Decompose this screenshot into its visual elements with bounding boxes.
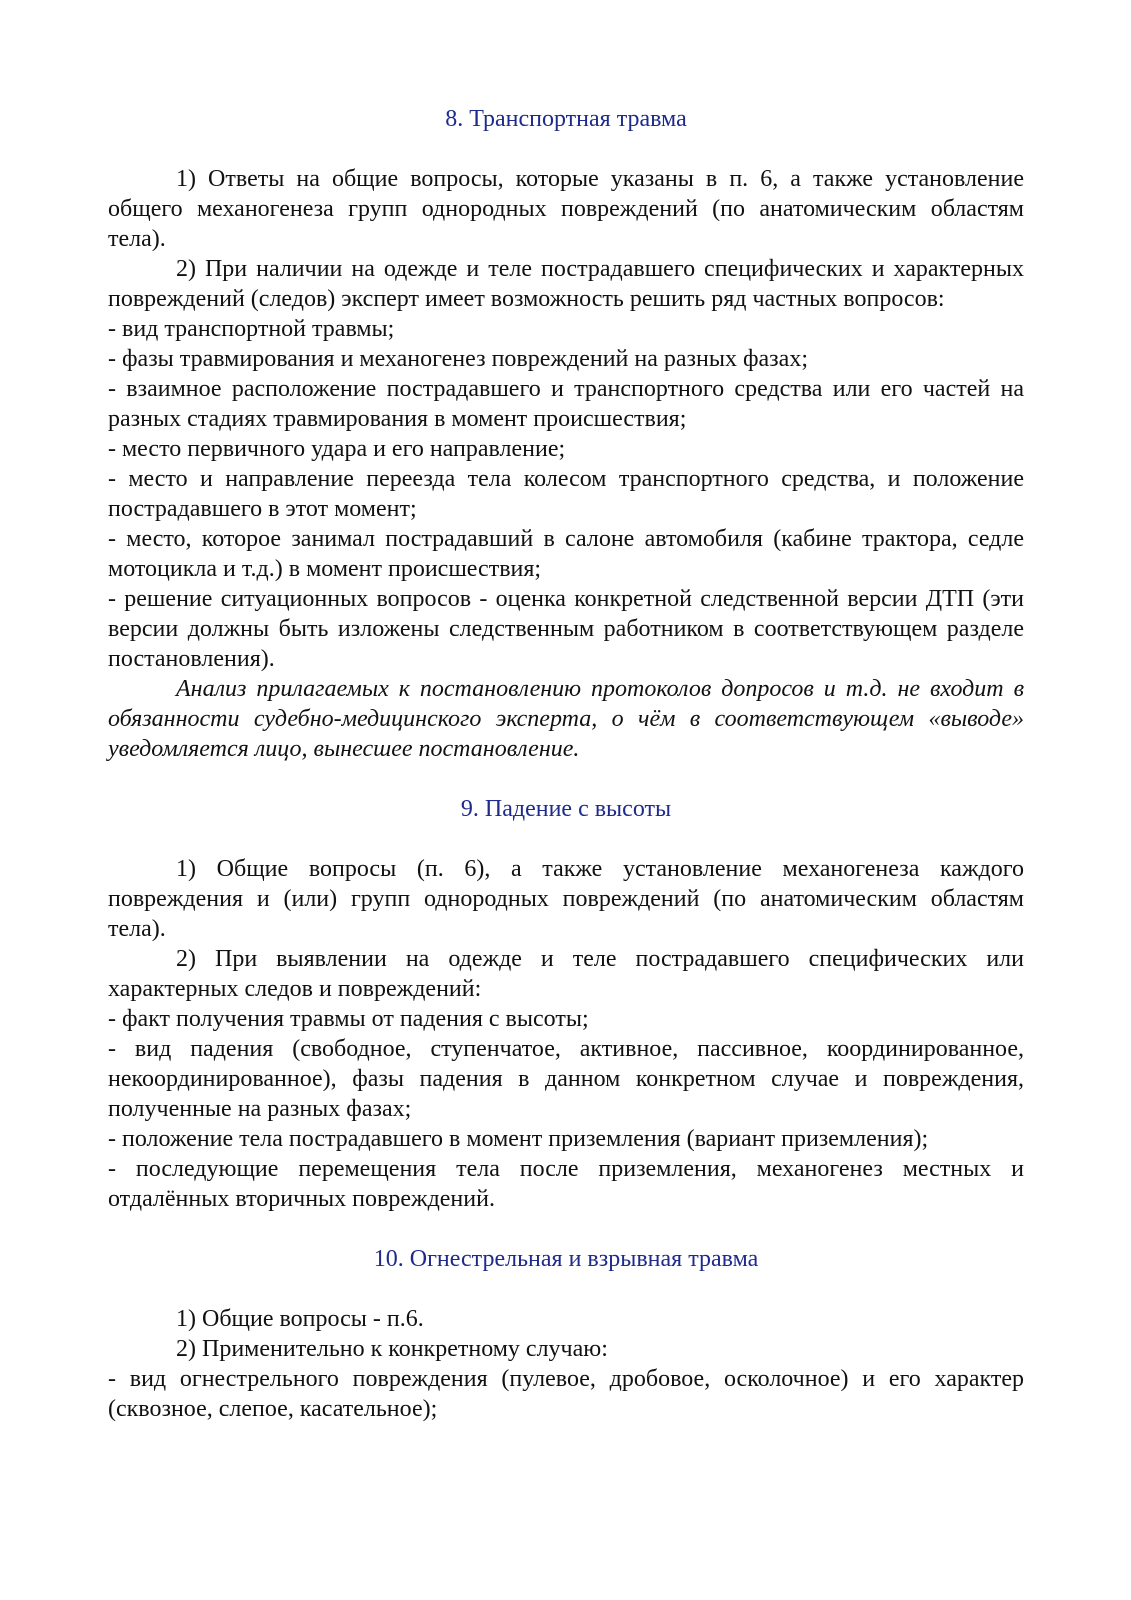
paragraph: 2) При выявлении на одежде и теле пострадавшего специфических или характерных следов и повреждений: [108, 946, 1024, 1002]
paragraph: 2) При наличии на одежде и теле пострадавшего специфических и характерных повреждений (следов) эксперт имеет возможность решить ряд частных вопросов: [108, 256, 1024, 312]
section-heading: 9. Падение с высоты [460, 796, 672, 822]
list-item: - вид транспортной травмы; [108, 316, 395, 342]
section-heading: 8. Транспортная травма [445, 106, 687, 132]
list-item: - решение ситуационных вопросов - оценка конкретной следственной версии ДТП (эти версии должны быть изложены следственным работником в соответствующем разделе постановления). [108, 586, 1024, 672]
paragraph: 1) Общие вопросы - п.6. [176, 1306, 424, 1332]
paragraph: 1) Общие вопросы (п. 6), а также установление механогенеза каждого повреждения и (или) групп однородных повреждений (по анатомическим областям тела). [108, 856, 1024, 942]
paragraph: 2) Применительно к конкретному случаю: [176, 1336, 608, 1362]
list-item: - фазы травмирования и механогенез повреждений на разных фазах; [108, 346, 808, 372]
list-item: - факт получения травмы от падения с высоты; [108, 1006, 589, 1032]
list-item: - вид падения (свободное, ступенчатое, активное, пассивное, координированное, некоординированное), фазы падения в данном конкретном случае и повреждения, полученные на разных фазах; [108, 1036, 1024, 1122]
list-item: - последующие перемещения тела после приземления, механогенез местных и отдалённых вторичных повреждений. [108, 1156, 1024, 1212]
section-fall-from-height [108, 794, 1024, 1214]
list-item: - вид огнестрельного повреждения (пулевое, дробовое, осколочное) и его характер (сквозное, слепое, касательное); [108, 1366, 1024, 1422]
document-page [108, 104, 1024, 1424]
section-gunshot-explosive-injury [108, 1244, 1024, 1424]
list-item: - взаимное расположение пострадавшего и транспортного средства или его частей на разных стадиях травмирования в момент происшествия; [108, 376, 1024, 432]
list-item: - место и направление переезда тела колесом транспортного средства, и положение пострадавшего в этот момент; [108, 466, 1024, 522]
section-transport-injury [108, 104, 1024, 764]
italic-note: Анализ прилагаемых к постановлению протоколов допросов и т.д. не входит в обязанности судебно-медицинского эксперта, о чём в соответствующем «выводе» уведомляется лицо, вынесшее постановление. [108, 676, 1024, 762]
paragraph: 1) Ответы на общие вопросы, которые указаны в п. 6, а также установление общего механогенеза групп однородных повреждений (по анатомическим областям тела). [108, 166, 1024, 252]
section-heading: 10. Огнестрельная и взрывная травма [373, 1246, 759, 1272]
list-item: - положение тела пострадавшего в момент приземления (вариант приземления); [108, 1126, 929, 1152]
list-item: - место, которое занимал пострадавший в салоне автомобиля (кабине трактора, седле мотоцикла и т.д.) в момент происшествия; [108, 526, 1024, 582]
list-item: - место первичного удара и его направление; [108, 436, 566, 462]
